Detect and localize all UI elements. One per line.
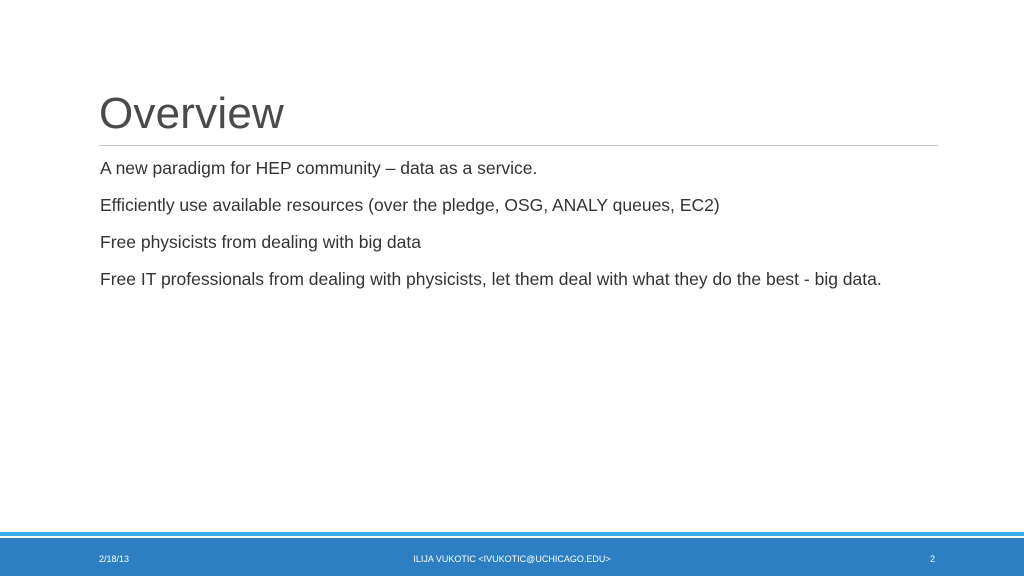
footer-accent-line [0,532,1024,536]
footer-bar [0,538,1024,576]
footer-author: ILIJA VUKOTIC <IVUKOTIC@UCHICAGO.EDU> [413,554,611,564]
footer-date: 2/18/13 [99,554,130,564]
title-divider [99,145,938,146]
page-number: 2 [929,554,935,564]
bullet-list [100,156,940,304]
bullet-item: Free physicists from dealing with big data [100,232,421,252]
slide-title: Overview [99,89,284,138]
bullet-item: Efficiently use available resources (over the pledge, OSG, ANALY queues, EC2) [100,195,720,215]
bullet-item: A new paradigm for HEP community – data as a service. [100,158,538,178]
bullet-item: Free IT professionals from dealing with physicists, let them deal with what they do the best - big data. [100,269,882,289]
